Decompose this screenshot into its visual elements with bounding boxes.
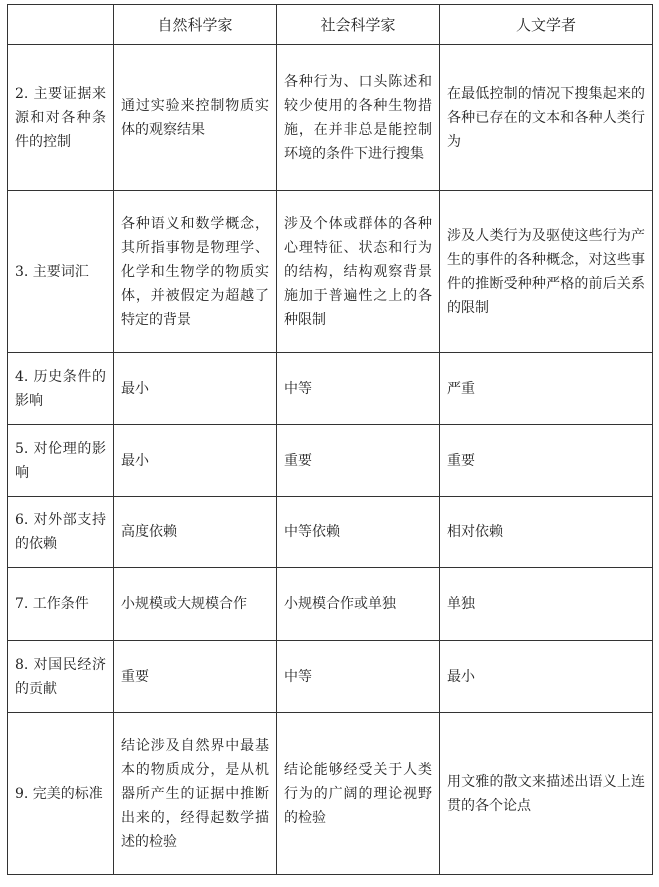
table-row — [8, 713, 653, 875]
header-corner-cell — [8, 5, 114, 45]
table-cell: 中等依赖 — [277, 497, 440, 568]
header-natural-scientists: 自然科学家 — [114, 5, 277, 45]
comparison-table — [7, 4, 653, 875]
row-label: 3. 主要词汇 — [8, 191, 114, 353]
table-cell: 通过实验来控制物质实体的观察结果 — [114, 45, 277, 191]
table-cell: 重要 — [440, 425, 653, 497]
table-cell: 最小 — [114, 425, 277, 497]
table-cell: 涉及个体或群体的各种心理特征、状态和行为的结构，结构观察背景施加于普遍性之上的各种限制 — [277, 191, 440, 353]
table-cell: 单独 — [440, 568, 653, 641]
table-row — [8, 497, 653, 568]
table-row — [8, 191, 653, 353]
table-cell: 最小 — [440, 641, 653, 713]
row-label: 8. 对国民经济的贡献 — [8, 641, 114, 713]
table-row — [8, 45, 653, 191]
table-cell: 结论涉及自然界中最基本的物质成分，是从机器所产生的证据中推断出来的，经得起数学描述的检验 — [114, 713, 277, 875]
table-cell: 小规模合作或单独 — [277, 568, 440, 641]
row-label: 2. 主要证据来源和对各种条件的控制 — [8, 45, 114, 191]
table-cell: 中等 — [277, 353, 440, 425]
table-cell: 各种语义和数学概念，其所指事物是物理学、化学和生物学的物质实体，并被假定为超越了特定的背景 — [114, 191, 277, 353]
table-cell: 最小 — [114, 353, 277, 425]
table-cell: 重要 — [277, 425, 440, 497]
table-cell: 用文雅的散文来描述出语义上连贯的各个论点 — [440, 713, 653, 875]
header-social-scientists: 社会科学家 — [277, 5, 440, 45]
row-label: 7. 工作条件 — [8, 568, 114, 641]
table-cell: 各种行为、口头陈述和较少使用的各种生物措施，在并非总是能控制环境的条件下进行搜集 — [277, 45, 440, 191]
table-cell: 严重 — [440, 353, 653, 425]
table-cell: 高度依赖 — [114, 497, 277, 568]
row-label: 4. 历史条件的影响 — [8, 353, 114, 425]
table-cell: 涉及人类行为及驱使这些行为产生的事件的各种概念，对这些事件的推断受种种严格的前后关系的限制 — [440, 191, 653, 353]
header-humanists: 人文学者 — [440, 5, 653, 45]
table-cell: 结论能够经受关于人类行为的广阔的理论视野的检验 — [277, 713, 440, 875]
table-cell: 在最低控制的情况下搜集起来的各种已存在的文本和各种人类行为 — [440, 45, 653, 191]
table-cell: 重要 — [114, 641, 277, 713]
table-row — [8, 425, 653, 497]
row-label: 9. 完美的标准 — [8, 713, 114, 875]
row-label: 5. 对伦理的影响 — [8, 425, 114, 497]
table-cell: 相对依赖 — [440, 497, 653, 568]
table-row — [8, 353, 653, 425]
table-row — [8, 641, 653, 713]
header-row — [8, 5, 653, 45]
table-row — [8, 568, 653, 641]
table-cell: 小规模或大规模合作 — [114, 568, 277, 641]
table-cell: 中等 — [277, 641, 440, 713]
row-label: 6. 对外部支持的依赖 — [8, 497, 114, 568]
